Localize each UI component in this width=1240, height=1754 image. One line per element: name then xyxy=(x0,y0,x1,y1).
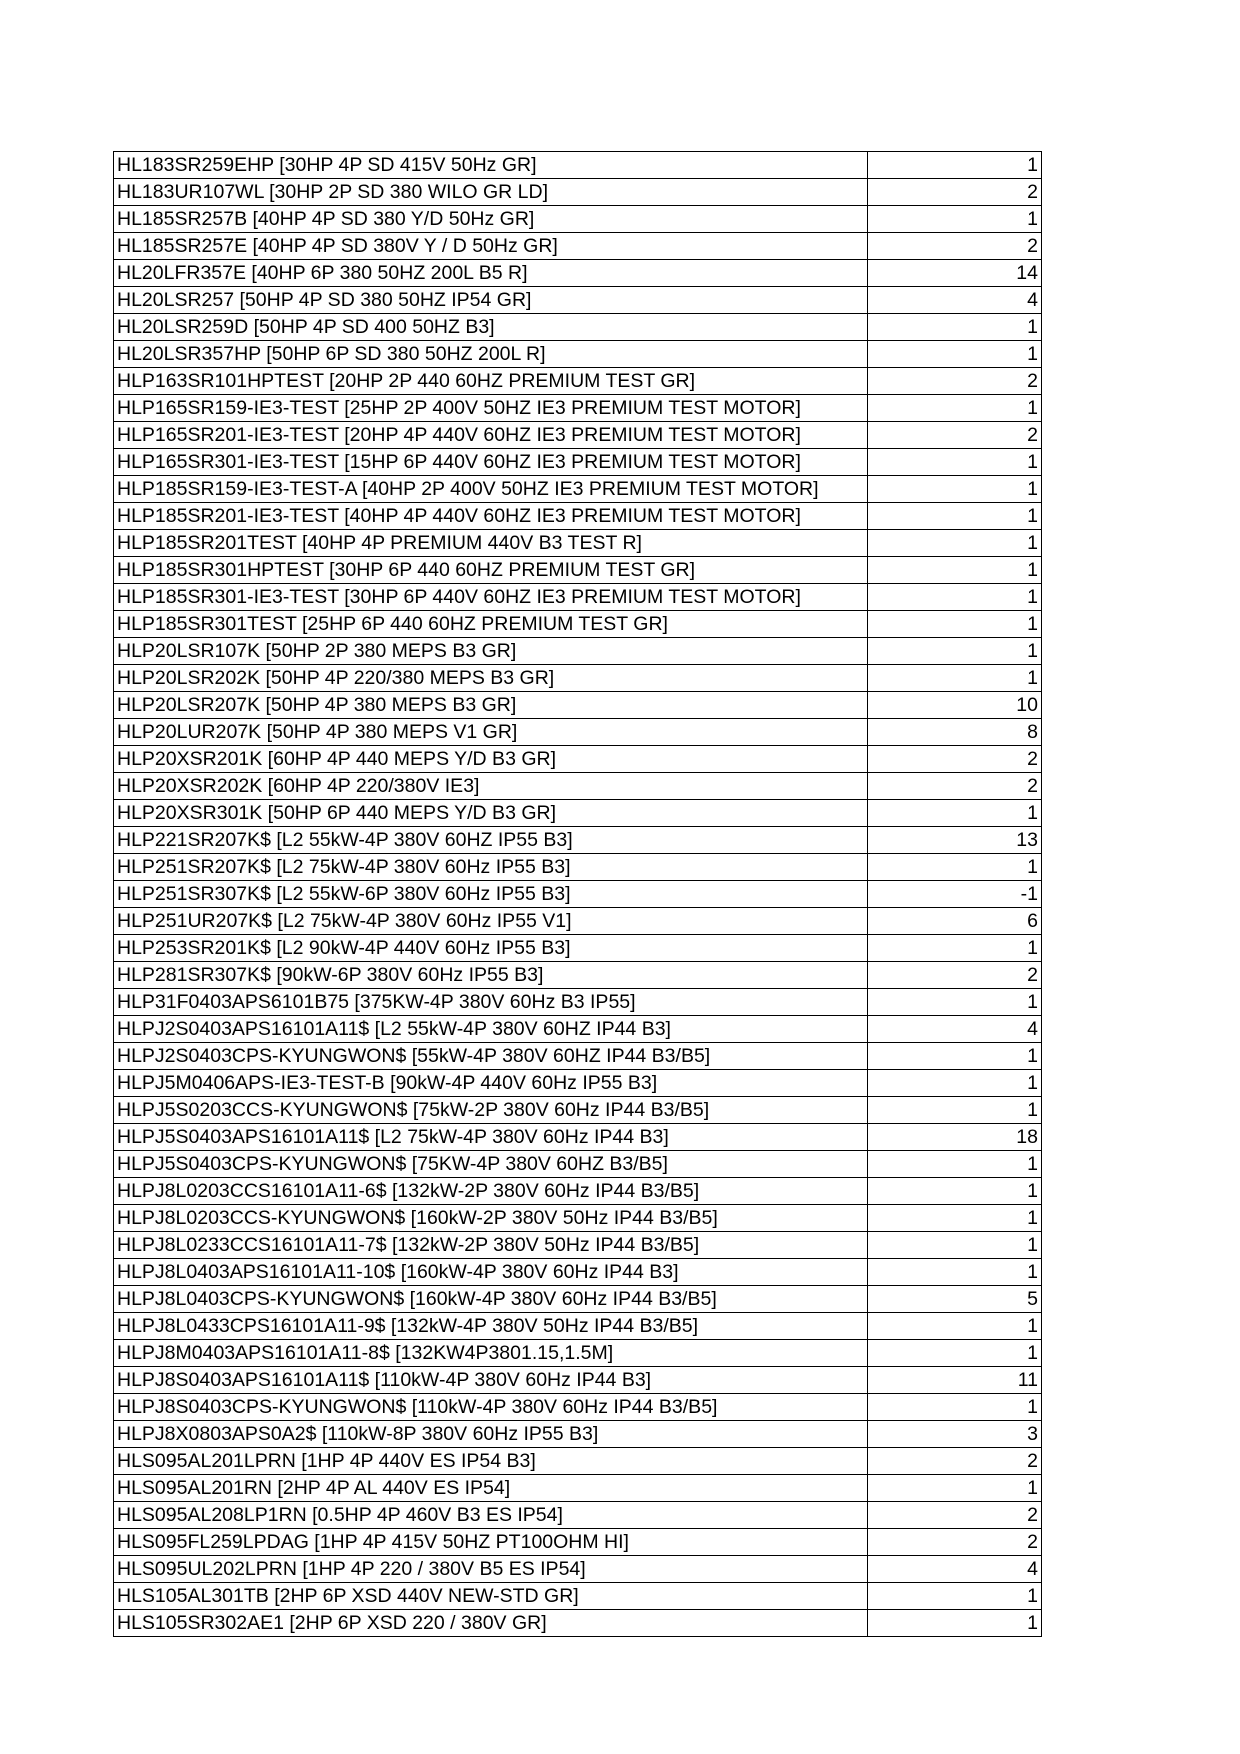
table-row xyxy=(114,1232,1042,1259)
item-cell: HLS105SR302AE1 [2HP 6P XSD 220 / 380V GR] xyxy=(114,1610,868,1637)
table-row xyxy=(114,1556,1042,1583)
quantity-cell: 1 xyxy=(868,854,1042,881)
item-cell: HLPJ8L0233CCS16101A11-7$ [132kW-2P 380V 50Hz IP44 B3/B5] xyxy=(114,1232,868,1259)
quantity-cell: 2 xyxy=(868,1502,1042,1529)
table-row xyxy=(114,1016,1042,1043)
table-row xyxy=(114,1259,1042,1286)
table-row xyxy=(114,1070,1042,1097)
table-row xyxy=(114,1502,1042,1529)
item-cell: HLPJ8L0433CPS16101A11-9$ [132kW-4P 380V 50Hz IP44 B3/B5] xyxy=(114,1313,868,1340)
quantity-cell: 1 xyxy=(868,314,1042,341)
table-row xyxy=(114,935,1042,962)
table-row xyxy=(114,1151,1042,1178)
item-cell: HLPJ5S0203CCS-KYUNGWON$ [75kW-2P 380V 60Hz IP44 B3/B5] xyxy=(114,1097,868,1124)
table-row xyxy=(114,152,1042,179)
quantity-cell: 1 xyxy=(868,530,1042,557)
quantity-cell: 4 xyxy=(868,287,1042,314)
item-cell: HLPJ8X0803APS0A2$ [110kW-8P 380V 60Hz IP55 B3] xyxy=(114,1421,868,1448)
table-row xyxy=(114,287,1042,314)
quantity-cell: 1 xyxy=(868,1610,1042,1637)
item-cell: HL185SR257E [40HP 4P SD 380V Y / D 50Hz GR] xyxy=(114,233,868,260)
table-row xyxy=(114,1475,1042,1502)
quantity-cell: 1 xyxy=(868,1313,1042,1340)
quantity-cell: 1 xyxy=(868,1205,1042,1232)
item-cell: HLPJ5M0406APS-IE3-TEST-B [90kW-4P 440V 60Hz IP55 B3] xyxy=(114,1070,868,1097)
quantity-cell: 1 xyxy=(868,935,1042,962)
table-row xyxy=(114,206,1042,233)
item-cell: HL20LFR357E [40HP 6P 380 50HZ 200L B5 R] xyxy=(114,260,868,287)
quantity-cell: 1 xyxy=(868,1475,1042,1502)
quantity-cell: 11 xyxy=(868,1367,1042,1394)
quantity-cell: -1 xyxy=(868,881,1042,908)
quantity-cell: 13 xyxy=(868,827,1042,854)
table-row xyxy=(114,1610,1042,1637)
table-row xyxy=(114,395,1042,422)
item-cell: HLS105AL301TB [2HP 6P XSD 440V NEW-STD GR] xyxy=(114,1583,868,1610)
item-cell: HLPJ8S0403CPS-KYUNGWON$ [110kW-4P 380V 60Hz IP44 B3/B5] xyxy=(114,1394,868,1421)
item-cell: HLPJ8M0403APS16101A11-8$ [132KW4P3801.15,1.5M] xyxy=(114,1340,868,1367)
table-row xyxy=(114,341,1042,368)
quantity-cell: 2 xyxy=(868,746,1042,773)
table-row xyxy=(114,638,1042,665)
table-row xyxy=(114,962,1042,989)
inventory-table-body xyxy=(114,152,1042,1637)
quantity-cell: 1 xyxy=(868,1151,1042,1178)
quantity-cell: 1 xyxy=(868,557,1042,584)
table-row xyxy=(114,1097,1042,1124)
table-row xyxy=(114,1286,1042,1313)
table-row xyxy=(114,530,1042,557)
table-row xyxy=(114,260,1042,287)
item-cell: HL20LSR357HP [50HP 6P SD 380 50HZ 200L R] xyxy=(114,341,868,368)
item-cell: HLP185SR301-IE3-TEST [30HP 6P 440V 60HZ IE3 PREMIUM TEST MOTOR] xyxy=(114,584,868,611)
item-cell: HLS095FL259LPDAG [1HP 4P 415V 50HZ PT100OHM HI] xyxy=(114,1529,868,1556)
inventory-table xyxy=(113,151,1042,1637)
table-row xyxy=(114,1529,1042,1556)
quantity-cell: 2 xyxy=(868,773,1042,800)
item-cell: HLP31F0403APS6101B75 [375KW-4P 380V 60Hz B3 IP55] xyxy=(114,989,868,1016)
table-row xyxy=(114,1421,1042,1448)
item-cell: HLPJ2S0403CPS-KYUNGWON$ [55kW-4P 380V 60HZ IP44 B3/B5] xyxy=(114,1043,868,1070)
quantity-cell: 2 xyxy=(868,368,1042,395)
table-row xyxy=(114,368,1042,395)
table-row xyxy=(114,422,1042,449)
table-row xyxy=(114,665,1042,692)
item-cell: HLP20LUR207K [50HP 4P 380 MEPS V1 GR] xyxy=(114,719,868,746)
quantity-cell: 1 xyxy=(868,665,1042,692)
quantity-cell: 2 xyxy=(868,179,1042,206)
quantity-cell: 5 xyxy=(868,1286,1042,1313)
item-cell: HLP281SR307K$ [90kW-6P 380V 60Hz IP55 B3] xyxy=(114,962,868,989)
item-cell: HLS095UL202LPRN [1HP 4P 220 / 380V B5 ES IP54] xyxy=(114,1556,868,1583)
quantity-cell: 1 xyxy=(868,503,1042,530)
item-cell: HLP20LSR107K [50HP 2P 380 MEPS B3 GR] xyxy=(114,638,868,665)
quantity-cell: 1 xyxy=(868,1232,1042,1259)
table-row xyxy=(114,773,1042,800)
item-cell: HLP185SR159-IE3-TEST-A [40HP 2P 400V 50HZ IE3 PREMIUM TEST MOTOR] xyxy=(114,476,868,503)
quantity-cell: 1 xyxy=(868,800,1042,827)
item-cell: HLP165SR159-IE3-TEST [25HP 2P 400V 50HZ IE3 PREMIUM TEST MOTOR] xyxy=(114,395,868,422)
quantity-cell: 6 xyxy=(868,908,1042,935)
quantity-cell: 1 xyxy=(868,449,1042,476)
table-row xyxy=(114,1448,1042,1475)
quantity-cell: 10 xyxy=(868,692,1042,719)
table-row xyxy=(114,314,1042,341)
quantity-cell: 1 xyxy=(868,1394,1042,1421)
item-cell: HLP185SR201-IE3-TEST [40HP 4P 440V 60HZ IE3 PREMIUM TEST MOTOR] xyxy=(114,503,868,530)
quantity-cell: 1 xyxy=(868,1340,1042,1367)
table-row xyxy=(114,827,1042,854)
item-cell: HLPJ8L0203CCS-KYUNGWON$ [160kW-2P 380V 50Hz IP44 B3/B5] xyxy=(114,1205,868,1232)
quantity-cell: 1 xyxy=(868,476,1042,503)
quantity-cell: 8 xyxy=(868,719,1042,746)
item-cell: HLP185SR301HPTEST [30HP 6P 440 60HZ PREMIUM TEST GR] xyxy=(114,557,868,584)
table-row xyxy=(114,800,1042,827)
table-row xyxy=(114,1205,1042,1232)
table-row xyxy=(114,719,1042,746)
item-cell: HL20LSR257 [50HP 4P SD 380 50HZ IP54 GR] xyxy=(114,287,868,314)
quantity-cell: 1 xyxy=(868,341,1042,368)
quantity-cell: 1 xyxy=(868,206,1042,233)
table-row xyxy=(114,1043,1042,1070)
item-cell: HLPJ8S0403APS16101A11$ [110kW-4P 380V 60Hz IP44 B3] xyxy=(114,1367,868,1394)
item-cell: HLP20XSR301K [50HP 6P 440 MEPS Y/D B3 GR] xyxy=(114,800,868,827)
table-row xyxy=(114,1178,1042,1205)
table-row xyxy=(114,449,1042,476)
table-row xyxy=(114,989,1042,1016)
table-row xyxy=(114,611,1042,638)
quantity-cell: 1 xyxy=(868,989,1042,1016)
item-cell: HLP253SR201K$ [L2 90kW-4P 440V 60Hz IP55 B3] xyxy=(114,935,868,962)
item-cell: HL185SR257B [40HP 4P SD 380 Y/D 50Hz GR] xyxy=(114,206,868,233)
item-cell: HLP20LSR207K [50HP 4P 380 MEPS B3 GR] xyxy=(114,692,868,719)
table-row xyxy=(114,854,1042,881)
quantity-cell: 1 xyxy=(868,152,1042,179)
quantity-cell: 1 xyxy=(868,1583,1042,1610)
table-row xyxy=(114,476,1042,503)
quantity-cell: 4 xyxy=(868,1556,1042,1583)
quantity-cell: 1 xyxy=(868,638,1042,665)
quantity-cell: 1 xyxy=(868,395,1042,422)
table-row xyxy=(114,1313,1042,1340)
item-cell: HLPJ8L0403CPS-KYUNGWON$ [160kW-4P 380V 60Hz IP44 B3/B5] xyxy=(114,1286,868,1313)
item-cell: HLP185SR301TEST [25HP 6P 440 60HZ PREMIUM TEST GR] xyxy=(114,611,868,638)
quantity-cell: 1 xyxy=(868,1043,1042,1070)
quantity-cell: 2 xyxy=(868,1529,1042,1556)
item-cell: HLP20XSR202K [60HP 4P 220/380V IE3] xyxy=(114,773,868,800)
item-cell: HLP251SR207K$ [L2 75kW-4P 380V 60Hz IP55 B3] xyxy=(114,854,868,881)
table-row xyxy=(114,503,1042,530)
item-cell: HL20LSR259D [50HP 4P SD 400 50HZ B3] xyxy=(114,314,868,341)
quantity-cell: 1 xyxy=(868,1070,1042,1097)
item-cell: HLP165SR301-IE3-TEST [15HP 6P 440V 60HZ IE3 PREMIUM TEST MOTOR] xyxy=(114,449,868,476)
table-row xyxy=(114,1394,1042,1421)
quantity-cell: 2 xyxy=(868,1448,1042,1475)
item-cell: HLPJ5S0403APS16101A11$ [L2 75kW-4P 380V 60Hz IP44 B3] xyxy=(114,1124,868,1151)
table-row xyxy=(114,1124,1042,1151)
item-cell: HLPJ5S0403CPS-KYUNGWON$ [75KW-4P 380V 60HZ B3/B5] xyxy=(114,1151,868,1178)
item-cell: HLP163SR101HPTEST [20HP 2P 440 60HZ PREMIUM TEST GR] xyxy=(114,368,868,395)
item-cell: HLPJ2S0403APS16101A11$ [L2 55kW-4P 380V 60HZ IP44 B3] xyxy=(114,1016,868,1043)
quantity-cell: 1 xyxy=(868,611,1042,638)
table-row xyxy=(114,881,1042,908)
quantity-cell: 2 xyxy=(868,962,1042,989)
table-row xyxy=(114,1340,1042,1367)
item-cell: HLS095AL201LPRN [1HP 4P 440V ES IP54 B3] xyxy=(114,1448,868,1475)
item-cell: HLP251UR207K$ [L2 75kW-4P 380V 60Hz IP55 V1] xyxy=(114,908,868,935)
table-row xyxy=(114,1583,1042,1610)
item-cell: HL183UR107WL [30HP 2P SD 380 WILO GR LD] xyxy=(114,179,868,206)
item-cell: HLPJ8L0403APS16101A11-10$ [160kW-4P 380V 60Hz IP44 B3] xyxy=(114,1259,868,1286)
item-cell: HLP221SR207K$ [L2 55kW-4P 380V 60HZ IP55 B3] xyxy=(114,827,868,854)
table-row xyxy=(114,908,1042,935)
table-row xyxy=(114,1367,1042,1394)
table-row xyxy=(114,692,1042,719)
quantity-cell: 18 xyxy=(868,1124,1042,1151)
table-row xyxy=(114,557,1042,584)
item-cell: HLS095AL208LP1RN [0.5HP 4P 460V B3 ES IP54] xyxy=(114,1502,868,1529)
item-cell: HLP20LSR202K [50HP 4P 220/380 MEPS B3 GR] xyxy=(114,665,868,692)
item-cell: HLPJ8L0203CCS16101A11-6$ [132kW-2P 380V 60Hz IP44 B3/B5] xyxy=(114,1178,868,1205)
quantity-cell: 1 xyxy=(868,1259,1042,1286)
item-cell: HLP165SR201-IE3-TEST [20HP 4P 440V 60HZ IE3 PREMIUM TEST MOTOR] xyxy=(114,422,868,449)
item-cell: HLS095AL201RN [2HP 4P AL 440V ES IP54] xyxy=(114,1475,868,1502)
item-cell: HL183SR259EHP [30HP 4P SD 415V 50Hz GR] xyxy=(114,152,868,179)
quantity-cell: 2 xyxy=(868,233,1042,260)
item-cell: HLP251SR307K$ [L2 55kW-6P 380V 60Hz IP55 B3] xyxy=(114,881,868,908)
quantity-cell: 14 xyxy=(868,260,1042,287)
quantity-cell: 2 xyxy=(868,422,1042,449)
quantity-cell: 1 xyxy=(868,584,1042,611)
table-row xyxy=(114,746,1042,773)
table-row xyxy=(114,584,1042,611)
quantity-cell: 1 xyxy=(868,1097,1042,1124)
quantity-cell: 3 xyxy=(868,1421,1042,1448)
item-cell: HLP20XSR201K [60HP 4P 440 MEPS Y/D B3 GR] xyxy=(114,746,868,773)
quantity-cell: 4 xyxy=(868,1016,1042,1043)
quantity-cell: 1 xyxy=(868,1178,1042,1205)
table-row xyxy=(114,179,1042,206)
table-row xyxy=(114,233,1042,260)
item-cell: HLP185SR201TEST [40HP 4P PREMIUM 440V B3 TEST R] xyxy=(114,530,868,557)
